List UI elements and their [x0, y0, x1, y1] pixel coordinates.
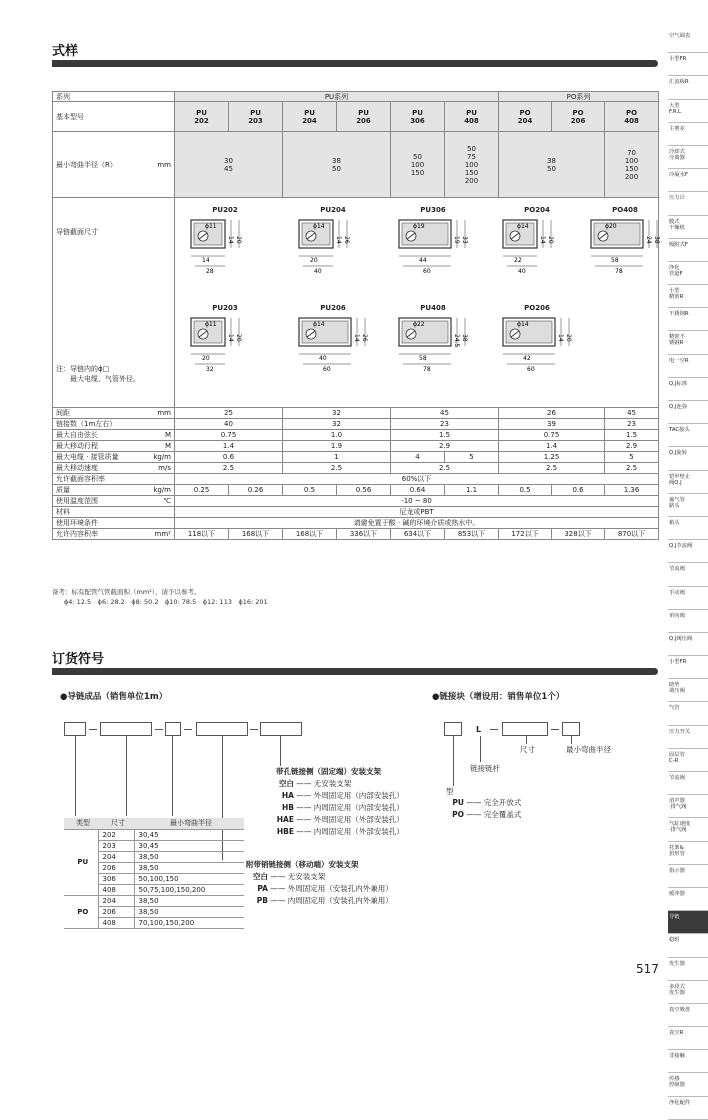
- side-nav-item[interactable]: 铠甲壁止 阀Q.J: [668, 471, 708, 494]
- row-3-value: 2.9: [391, 441, 499, 452]
- block-code-L: L: [476, 725, 482, 734]
- diagram-w1: 22: [514, 257, 522, 264]
- diagram-h1: 14: [335, 236, 342, 244]
- diagram-h1: 14: [557, 334, 564, 342]
- row-4-value: 1: [283, 452, 391, 463]
- section-divider-2: [52, 668, 658, 675]
- diagram-phi: ϕ19: [413, 223, 425, 230]
- side-nav-item[interactable]: 节流阀: [668, 563, 708, 586]
- order-radius: 50,75,100,150,200: [134, 884, 244, 895]
- cap-value: 870以下: [605, 529, 659, 540]
- side-nav-item[interactable]: 氟气管 路头: [668, 494, 708, 517]
- diagram-po204: PO204 ϕ14 22 40 14 20: [497, 206, 577, 278]
- order-radius: 30,45: [134, 829, 244, 840]
- side-index-nav: [668, 30, 708, 1120]
- row-label-0: 间距 mm: [53, 408, 175, 419]
- row-label-ratio: 允许截面容积率: [53, 474, 175, 485]
- diagram-w2: 60: [527, 366, 535, 373]
- series-po: PO系列: [499, 92, 659, 102]
- block-opts-item: PU —— 完全开放式: [452, 798, 522, 807]
- diagram-pu206: PU206 ϕ14 40 60 14 26: [293, 304, 373, 376]
- diagram-pu202: PU202 ϕ11 14 28 14 20: [185, 206, 265, 278]
- order-size: 203: [98, 840, 134, 851]
- side-nav-item[interactable]: 手动阀: [668, 587, 708, 610]
- code-dash: [490, 729, 498, 730]
- side-nav-item[interactable]: Q.J连弥: [668, 401, 708, 424]
- cap-value: 634以下: [391, 529, 445, 540]
- order-size: 206: [98, 906, 134, 917]
- code-dash: [89, 729, 97, 730]
- ratio-value: 60%以下: [175, 474, 659, 485]
- model-pu408: PU 408: [445, 102, 499, 132]
- row-0-value: 45: [605, 408, 659, 419]
- leader-line: [480, 736, 481, 762]
- model-pu306: PU 306: [391, 102, 445, 132]
- diagram-w1: 42: [523, 355, 531, 362]
- diagram-phi: ϕ20: [605, 223, 617, 230]
- side-nav-item[interactable]: 多段式 发生器: [668, 981, 708, 1004]
- side-nav-item[interactable]: 非接触: [668, 1050, 708, 1073]
- order-radius: 30,45: [134, 840, 244, 851]
- side-nav-item[interactable]: 大型 F.R.L: [668, 100, 708, 123]
- side-nav-item[interactable]: 压力开关: [668, 726, 708, 749]
- side-nav-item[interactable]: 气缸速度 ·排气阀: [668, 818, 708, 841]
- row-label-env: 使用环境条件: [53, 518, 175, 529]
- side-nav-item[interactable]: 压力计: [668, 192, 708, 215]
- block-label-pin: 链接链杆: [470, 764, 500, 773]
- block-box-type: [444, 722, 462, 736]
- diagram-h1: 14: [353, 334, 360, 342]
- order-radius: 38,50: [134, 862, 244, 873]
- diagram-phi: ϕ14: [313, 223, 325, 230]
- cap-value: 168以下: [283, 529, 337, 540]
- side-nav-item[interactable]: 真空R: [668, 1027, 708, 1050]
- row-5-value: 2.5: [605, 463, 659, 474]
- side-nav-item[interactable]: 托架& 扭形管: [668, 842, 708, 865]
- move-opts-item: 空白 —— 无安装支架: [253, 872, 326, 881]
- block-opts-item: PO —— 完全覆盖式: [452, 810, 522, 819]
- diagram-w2: 78: [615, 268, 623, 275]
- mass-value: 0.64: [391, 485, 445, 496]
- row-3-value: 1.4: [175, 441, 283, 452]
- fixed-opts-item: 空白 —— 无安装支架: [279, 779, 352, 788]
- fixed-bracket-title: 带孔链接侧（固定端）安装支架: [276, 767, 381, 776]
- side-nav-item[interactable]: 净化 管道F: [668, 262, 708, 285]
- mass-value: 1.36: [605, 485, 659, 496]
- code-dash: [551, 729, 559, 730]
- fixed-opts-item: HAE —— 外周固定用（外部安装孔）: [276, 815, 404, 824]
- page-number: 517: [636, 962, 659, 976]
- radius-pu306: 50 100 150: [391, 132, 445, 198]
- diagram-w1: 40: [319, 355, 327, 362]
- remark-line-2: ϕ4: 12.5 ϕ6: 28.2 ϕ8: 50.2 ϕ10: 78.5 ϕ12: 113 ϕ16: 201: [64, 598, 268, 606]
- row-5-value: 2.5: [391, 463, 499, 474]
- side-nav-item[interactable]: 气管: [668, 702, 708, 725]
- leader-line: [453, 736, 454, 786]
- block-box-radius: [562, 722, 580, 736]
- diagram-phi: ϕ11: [205, 223, 217, 230]
- diagram-phi: ϕ14: [517, 321, 529, 328]
- mass-value: 0.5: [283, 485, 337, 496]
- model-pu206: PU 206: [337, 102, 391, 132]
- row-1-value: 32: [283, 419, 391, 430]
- diagram-pu203: PU203 ϕ11 20 32 14 20: [185, 304, 265, 376]
- order-radius: 38,50: [134, 895, 244, 906]
- section-title-specs: 式样: [52, 44, 79, 59]
- order-size: 202: [98, 829, 134, 840]
- row-4-value: 0.6: [175, 452, 283, 463]
- radius-po204-206: 38 50: [499, 132, 605, 198]
- order-radius: 38,50: [134, 906, 244, 917]
- row-3-value: 1.9: [283, 441, 391, 452]
- diagram-h1: 14: [539, 236, 546, 244]
- order-size-table: [64, 818, 244, 929]
- side-nav-item[interactable]: 冷却式 分离器: [668, 146, 708, 169]
- diagram-w2: 78: [423, 366, 431, 373]
- row-label-2: 最大自由弦长 M: [53, 430, 175, 441]
- diagram-w1: 14: [202, 257, 210, 264]
- leader-line: [526, 736, 527, 744]
- row-4-value: 5: [445, 452, 499, 463]
- radius-pu204-206: 38 50: [283, 132, 391, 198]
- side-nav-item[interactable]: 指示器: [668, 865, 708, 888]
- order-size: 408: [98, 917, 134, 928]
- order-head-size: 尺寸: [98, 818, 134, 829]
- order-head-radius: 最小弯曲半径: [134, 818, 244, 829]
- mass-value: 0.56: [337, 485, 391, 496]
- row-0-value: 45: [391, 408, 499, 419]
- row-2-value: 0.75: [499, 430, 605, 441]
- diagram-w2: 40: [518, 268, 526, 275]
- diagram-h2: 20: [235, 236, 242, 244]
- diagram-po206: PO206 ϕ14 42 60 14 20: [497, 304, 577, 376]
- side-nav-item[interactable]: TAC接头: [668, 424, 708, 447]
- mass-value: 0.26: [229, 485, 283, 496]
- diagram-h2: 38: [653, 236, 660, 244]
- row-label-capacity: 允许内容积率 mm²: [53, 529, 175, 540]
- row-1-value: 40: [175, 419, 283, 430]
- code-box-move-bracket: [196, 722, 248, 736]
- diagram-h1: 19: [453, 236, 460, 244]
- remark-line-1: 备考：标有配管气管截面积（mm²），请予以参考。: [52, 588, 201, 596]
- side-nav-item[interactable]: 不锈钢R: [668, 308, 708, 331]
- order-size: 206: [98, 862, 134, 873]
- leader-line: [75, 736, 76, 816]
- diagram-w2: 40: [314, 268, 322, 275]
- diagram-w2: 60: [323, 366, 331, 373]
- side-nav-item[interactable]: 电一空R: [668, 355, 708, 378]
- radius-pu202-203: 30 45: [175, 132, 283, 198]
- diagram-h1: 24.5: [453, 334, 460, 348]
- code-box-fixed-bracket: [260, 722, 302, 736]
- row-2-value: 1.0: [283, 430, 391, 441]
- order-type-po: PO: [64, 895, 98, 928]
- row-5-value: 2.5: [499, 463, 605, 474]
- leader-line: [571, 736, 572, 744]
- block-label-type: 型: [446, 787, 454, 796]
- side-nav-item[interactable]: 箱头: [668, 517, 708, 540]
- diagram-phi: ϕ14: [517, 223, 529, 230]
- row-label-1: 链接数（1m左右）: [53, 419, 175, 430]
- row-4-value: 5: [605, 452, 659, 463]
- row-label-material: 材料: [53, 507, 175, 518]
- side-nav-item[interactable]: 节流阀: [668, 772, 708, 795]
- side-nav-item[interactable]: Q.J标准: [668, 378, 708, 401]
- side-nav-item[interactable]: 发生器: [668, 958, 708, 981]
- row-label-section: 导链截面尺寸 注：导链内的ϕ□ 最大电缆、气管外径。: [53, 198, 175, 408]
- diagram-w1: 20: [202, 355, 210, 362]
- row-label-temp: 使用温度范围 ℃: [53, 496, 175, 507]
- order-size: 204: [98, 851, 134, 862]
- side-nav-item[interactable]: 精密不 锈钢R: [668, 331, 708, 354]
- section-title-order: 订货符号: [52, 652, 105, 667]
- side-nav-item[interactable]: 传感 控制器: [668, 1073, 708, 1096]
- order-radius: 70,100,150,200: [134, 917, 244, 928]
- diagram-w2: 60: [423, 268, 431, 275]
- row-5-value: 2.5: [283, 463, 391, 474]
- row-1-value: 23: [391, 419, 499, 430]
- diagram-w2: 28: [206, 268, 214, 275]
- section-divider: [52, 60, 658, 67]
- side-nav-item[interactable]: 单向阀: [668, 610, 708, 633]
- diagram-h2: 26: [361, 334, 368, 342]
- side-nav-item[interactable]: 小型 精密R: [668, 285, 708, 308]
- row-1-value: 23: [605, 419, 659, 430]
- mass-value: 0.6: [552, 485, 605, 496]
- row-2-value: 1.5: [391, 430, 499, 441]
- diagram-w1: 20: [310, 257, 318, 264]
- code-box-size: [100, 722, 152, 736]
- code-dash: [250, 729, 258, 730]
- radius-pu408: 50 75 100 150 200: [445, 132, 499, 198]
- order-size: 408: [98, 884, 134, 895]
- diagram-h1: 14: [227, 236, 234, 244]
- diagram-w1: 58: [419, 355, 427, 362]
- row-5-value: 2.5: [175, 463, 283, 474]
- row-0-value: 32: [283, 408, 391, 419]
- section-drawings: [175, 198, 659, 408]
- cap-value: 172以下: [499, 529, 552, 540]
- side-nav-item[interactable]: Q.J阀压阀: [668, 633, 708, 656]
- mass-value: 0.25: [175, 485, 229, 496]
- side-nav-item[interactable]: 汇流板R: [668, 76, 708, 99]
- order-radius: 38,50: [134, 851, 244, 862]
- row-3-value: 2.9: [605, 441, 659, 452]
- material-value: 尼龙或PBT: [175, 507, 659, 518]
- order-type-pu: PU: [64, 829, 98, 895]
- diagram-h1: 24: [645, 236, 652, 244]
- diagram-phi: ϕ22: [413, 321, 425, 328]
- mass-value: 0.5: [499, 485, 552, 496]
- model-po204: PO 204: [499, 102, 552, 132]
- diagram-h2: 20: [547, 236, 554, 244]
- side-nav-item[interactable]: 主剪差: [668, 123, 708, 146]
- fixed-opts-item: HB —— 内周固定用（内部安装孔）: [282, 803, 404, 812]
- leader-line: [172, 736, 173, 816]
- row-1-value: 39: [499, 419, 605, 430]
- diagram-phi: ϕ11: [205, 321, 217, 328]
- row-label-model: 基本型号: [53, 102, 175, 132]
- side-nav-item[interactable]: 消声器 ·排气阀: [668, 795, 708, 818]
- row-4-value: 1.25: [499, 452, 605, 463]
- side-nav-item[interactable]: 缓冲器: [668, 888, 708, 911]
- section-note: 注：导链内的ϕ□ 最大电缆、气管外径。: [56, 365, 140, 383]
- diagram-po408: PO408 ϕ20 58 78 24 38: [585, 206, 665, 278]
- order-size: 204: [98, 895, 134, 906]
- code-dash: [184, 729, 192, 730]
- side-nav-item[interactable]: 小型FR: [668, 53, 708, 76]
- diagram-pu408: PU408 ϕ22 58 78 24.5 38: [393, 304, 473, 376]
- side-nav-item[interactable]: Q.J旋转: [668, 447, 708, 470]
- cap-value: 118以下: [175, 529, 229, 540]
- side-nav-item[interactable]: 膜式 干燥机: [668, 216, 708, 239]
- temp-value: -10 ~ 80: [175, 496, 659, 507]
- side-nav-item[interactable]: 小型FR: [668, 656, 708, 679]
- code-box-radius: [165, 722, 181, 736]
- side-nav-item[interactable]: 净化配件: [668, 1097, 708, 1120]
- cap-value: 853以下: [445, 529, 499, 540]
- row-label-5: 最大移动速度 m/s: [53, 463, 175, 474]
- order-size: 306: [98, 873, 134, 884]
- move-opts-item: PB —— 内周固定用（安装孔内外兼用）: [256, 896, 393, 905]
- order-radius: 50,100,150: [134, 873, 244, 884]
- block-box-size: [502, 722, 548, 736]
- row-label-mass: 质量 kg/m: [53, 485, 175, 496]
- series-pu: PU系列: [175, 92, 499, 102]
- fixed-opts-item: HBE —— 内周固定用（外部安装孔）: [276, 827, 404, 836]
- row-2-value: 1.5: [605, 430, 659, 441]
- fixed-opts-item: HA —— 外周固定用（内部安装孔）: [281, 791, 404, 800]
- model-pu204: PU 204: [283, 102, 337, 132]
- diagram-phi: ϕ14: [313, 321, 325, 328]
- row-label-series: 系列: [53, 92, 175, 102]
- diagram-w1: 44: [419, 257, 427, 264]
- row-2-value: 0.75: [175, 430, 283, 441]
- diagram-pu306: PU306 ϕ19 44 60 19 33: [393, 206, 473, 278]
- mass-value: 1.1: [445, 485, 499, 496]
- row-label-4: 最大电缆 · 接管质量 kg/m: [53, 452, 175, 463]
- diagram-h2: 20: [565, 334, 572, 342]
- diagram-h2: 33: [461, 236, 468, 244]
- env-value: 请避免置于酸 · 碱的环境介质或热水中。: [175, 518, 659, 529]
- diagram-h2: 20: [235, 334, 242, 342]
- side-nav-item[interactable]: 空气调表: [668, 30, 708, 53]
- row-4-value: 4: [391, 452, 445, 463]
- side-nav-item[interactable]: 导链: [668, 911, 708, 934]
- model-po206: PO 206: [552, 102, 605, 132]
- code-dash: [155, 729, 163, 730]
- side-nav-item[interactable]: 固层管 C-R: [668, 749, 708, 772]
- order-head-type: 类型: [64, 818, 98, 829]
- side-nav-item[interactable]: Q.J节流阀: [668, 540, 708, 563]
- row-0-value: 26: [499, 408, 605, 419]
- block-label-size: 尺寸: [520, 745, 535, 754]
- radius-po408: 70 100 150 200: [605, 132, 659, 198]
- cap-value: 168以下: [229, 529, 283, 540]
- block-label-radius: 最小弯曲半径: [566, 745, 611, 754]
- row-label-radius: 最小弯曲半径（R） mm: [53, 132, 175, 198]
- chain-order-heading: ●导链成品（销售单位1m）: [60, 692, 168, 702]
- side-nav-item[interactable]: 稳组: [668, 934, 708, 957]
- side-nav-item[interactable]: 吸附式F: [668, 239, 708, 262]
- cap-value: 328以下: [552, 529, 605, 540]
- leader-line: [126, 736, 127, 816]
- cap-value: 336以下: [337, 529, 391, 540]
- move-bracket-title: 附带销链接侧（移动端）安装支架: [246, 860, 359, 869]
- model-pu203: PU 203: [229, 102, 283, 132]
- side-nav-item[interactable]: 冷凝水F: [668, 169, 708, 192]
- diagram-h2: 38: [461, 334, 468, 342]
- diagram-w2: 32: [206, 366, 214, 373]
- diagram-h1: 14: [227, 334, 234, 342]
- block-order-heading: ●链接块（增设用：销售单位1个）: [432, 692, 565, 702]
- spec-table: [52, 91, 659, 540]
- model-pu202: PU 202: [175, 102, 229, 132]
- diagram-w1: 58: [611, 257, 619, 264]
- code-box-type: [64, 722, 86, 736]
- diagram-pu204: PU204 ϕ14 20 40 14 26: [293, 206, 373, 278]
- leader-line: [280, 736, 281, 766]
- side-nav-item[interactable]: 助垫 调压阀: [668, 679, 708, 702]
- row-3-value: 1.4: [499, 441, 605, 452]
- move-opts-item: PA —— 外周固定用（安装孔内外兼用）: [257, 884, 393, 893]
- row-0-value: 25: [175, 408, 283, 419]
- row-label-3: 最大移动行程 M: [53, 441, 175, 452]
- side-nav-item[interactable]: 真空吸盘: [668, 1004, 708, 1027]
- model-po408: PO 408: [605, 102, 659, 132]
- diagram-h2: 26: [343, 236, 350, 244]
